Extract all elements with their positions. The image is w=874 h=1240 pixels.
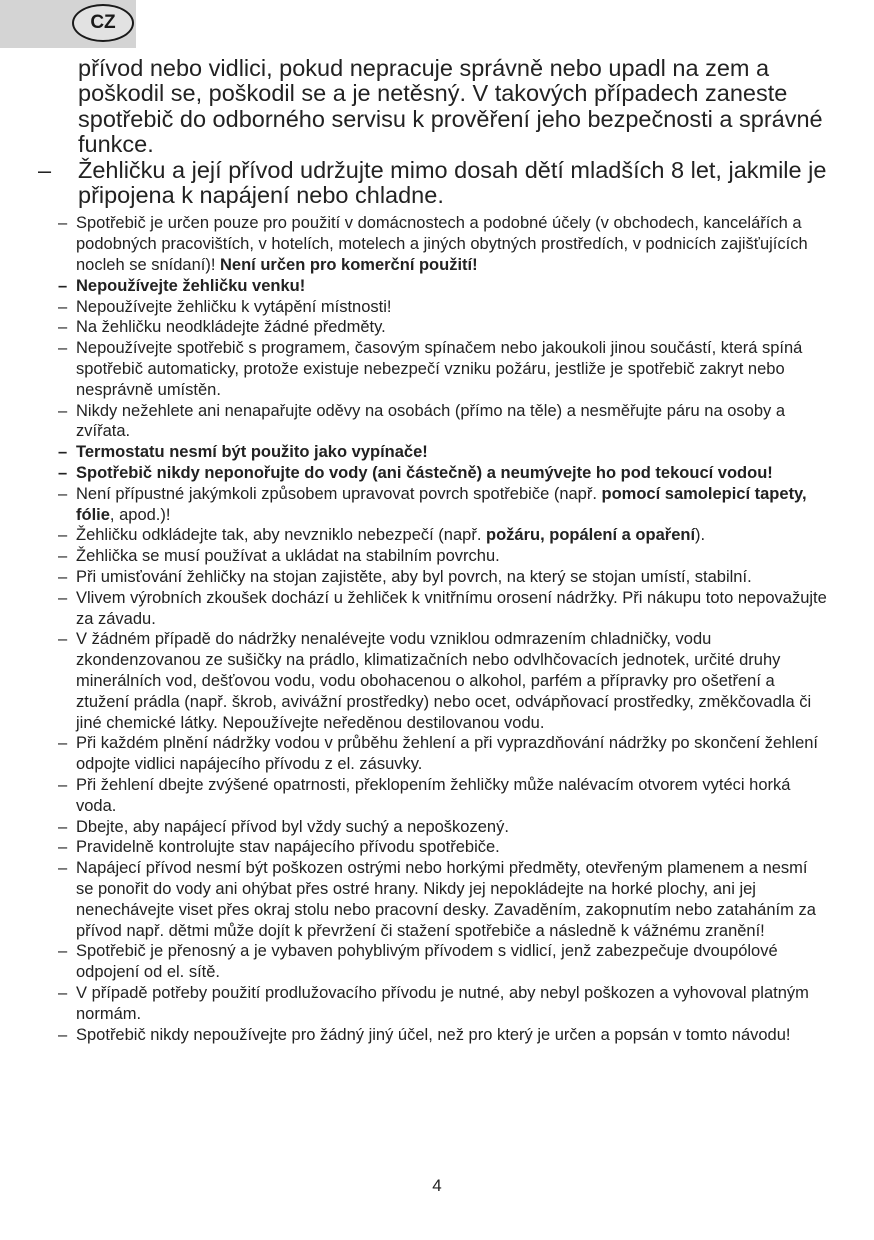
list-item: – Spotřebič nikdy nepoužívejte pro žádný jiný účel, než pro který je určen a popsán v tomto návodu! xyxy=(58,1025,791,1044)
list-item: – Při každém plnění nádržky vodou v průběhu žehlení a při vyprazdňování nádržky po skončení žehlení odpojte vidlici napájecího přívodu z el. zásuvky. xyxy=(58,734,819,774)
safety-list xyxy=(58,213,828,1045)
continued-paragraph: přívod nebo vidlici, pokud nepracuje správně nebo upadl na zem a poškodil se, poškodil se a je netěsný. V takových případech zaneste spotřebič do odborného servisu k prověření jeho bezpečnosti a správné funkce. xyxy=(78,55,823,158)
large-item-text: Žehličku a její přívod udržujte mimo dosah dětí mladších 8 let, jakmile je připojena k napájení nebo chladne. xyxy=(78,156,827,209)
list-item: – Nikdy nežehlete ani nenapařujte oděvy na osobách (přímo na těle) a nesměřujte páru na osoby a zvířata. xyxy=(58,401,786,441)
list-item: – Nepoužívejte žehličku k vytápění místnosti! xyxy=(58,297,392,316)
list-item: – Není přípustné jakýmkoli způsobem upravovat povrch spotřebiče (např. pomocí samolepicí tapety, fólie, apod.)! xyxy=(58,484,807,524)
language-tab xyxy=(0,0,136,48)
language-badge: CZ xyxy=(72,4,134,42)
list-item: – Na žehličku neodkládejte žádné předměty. xyxy=(58,318,386,337)
list-item: – Při žehlení dbejte zvýšené opatrnosti, překlopením žehličky může nalévacím otvorem vytéci horká voda. xyxy=(58,775,791,815)
list-item: – Spotřebič je určen pouze pro použití v domácnostech a podobné účely (v obchodech, kancelářích a podobných pracovištích, v hotelích, motelech a jiných obytných prostředích, v podnicích zajišťujících nocleh se snídaní)! Není určen pro komerční použití! xyxy=(58,214,808,275)
list-item: – Vlivem výrobních zkoušek dochází u žehliček k vnitřnímu orosení nádržky. Při nákupu toto nepovažujte za závadu. xyxy=(58,588,827,628)
list-item: – Dbejte, aby napájecí přívod byl vždy suchý a nepoškozený. xyxy=(58,817,509,836)
large-list-item: – Žehličku a její přívod udržujte mimo dosah dětí mladších 8 let, jakmile je připojena k napájení nebo chladne. xyxy=(38,156,827,209)
list-item: – Pravidelně kontrolujte stav napájecího přívodu spotřebiče. xyxy=(58,838,500,857)
list-item: – Napájecí přívod nesmí být poškozen ostrými nebo horkými předměty, otevřeným plamenem a nesmí se ponořit do vody ani ohýbat přes ostré hrany. Nikdy jej nepokládejte na horké plochy, ani jej nenechávejte viset přes okraj stolu nebo pracovní desky. Zavaděním, zakopnutím nebo zataháním za přívod např. dětmi může dojít k převržení či stažení spotřebiče a následně k vážnému zranění! xyxy=(58,859,816,940)
list-item: – Žehlička se musí používat a ukládat na stabilním povrchu. xyxy=(58,547,500,566)
list-item: – Spotřebič je přenosný a je vybaven pohyblivým přívodem s vidlicí, jenž zabezpečuje dvoupólové odpojení od el. sítě. xyxy=(58,942,778,982)
list-item: – Nepoužívejte žehličku venku! xyxy=(58,276,306,295)
page-number: 4 xyxy=(432,1176,442,1195)
list-item: – Při umisťování žehličky na stojan zajistěte, aby byl povrch, na který se stojan umístí, stabilní. xyxy=(58,567,752,586)
list-item: – V žádném případě do nádržky nenalévejte vodu vzniklou odmrazením chladničky, vodu zkondenzovanou ze sušičky na prádlo, klimatizačních nebo odvlhčovacích jednotek, určité druhy minerálních vod, dešťovou vodu, vodu obohacenou o alkohol, parfém a přípravky pro ošetření a ztužení prádla (např. škrob, avivážní prostředky) nebo ocet, odvápňovací prostředky, změkčovadla či jiné chemické látky. Nepoužívejte neředěnou destilovanou vodu. xyxy=(58,630,812,732)
list-item: – V případě potřeby použití prodlužovacího přívodu je nutné, aby nebyl poškozen a vyhovoval platným normám. xyxy=(58,983,809,1023)
list-item: – Žehličku odkládejte tak, aby nevzniklo nebezpečí (např. požáru, popálení a opaření). xyxy=(58,526,706,545)
list-item: – Nepoužívejte spotřebič s programem, časovým spínačem nebo jakoukoli jinou součástí, která spíná spotřebič automaticky, protože existuje nebezpečí vzniku požáru, jestliže je spotřebič zakryt nebo nesprávně umístěn. xyxy=(58,339,803,399)
list-item: – Spotřebič nikdy neponořujte do vody (ani částečně) a neumývejte ho pod tekoucí vodou! xyxy=(58,464,773,482)
instruction-text xyxy=(38,55,828,1045)
list-item: – Termostatu nesmí být použito jako vypínače! xyxy=(58,443,428,462)
